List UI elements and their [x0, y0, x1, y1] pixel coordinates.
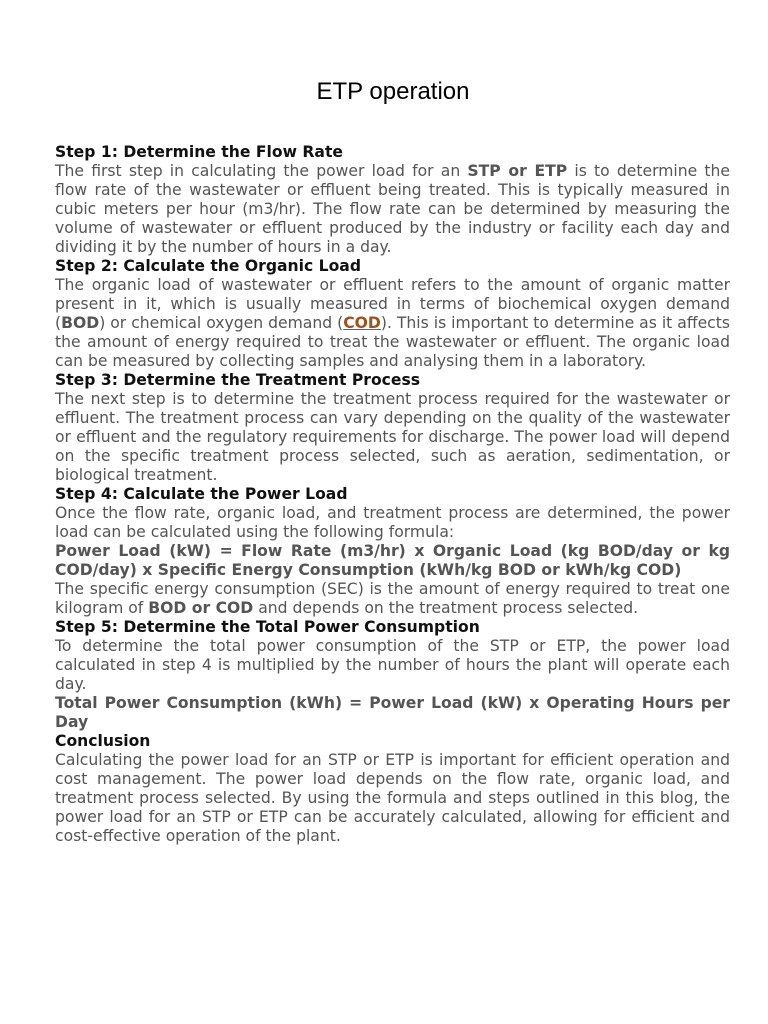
step5-heading: Step 5: Determine the Total Power Consumption — [55, 618, 480, 636]
step3-paragraph: The next step is to determine the treatment process required for the wastewater or effluent. The treatment process can vary depending on the quality of the wastewater or effluent and the regulatory requirements for discharge. The power load will depend on the specific treatment process selected, such as aeration, sedimentation, or biological treatment. — [55, 390, 730, 484]
step4-heading: Step 4: Calculate the Power Load — [55, 485, 348, 503]
step5-paragraph: To determine the total power consumption of the STP or ETP, the power load calculated in step 4 is multiplied by the number of hours the plant will operate each day. — [55, 637, 730, 693]
power-load-formula: Power Load (kW) = Flow Rate (m3/hr) x Organic Load (kg BOD/day or kg COD/day) x Specific Energy Consumption (kWh/kg BOD or kWh/kg COD) — [55, 542, 730, 579]
step3-heading: Step 3: Determine the Treatment Process — [55, 371, 421, 389]
step2-text-a: The organic load of wastewater or effluent refers to the amount of organic matter present in it, which is usually measured in terms of biochemical oxygen demand ( — [55, 276, 730, 332]
sec-paragraph — [55, 580, 730, 618]
total-power-formula: Total Power Consumption (kWh) = Power Load (kW) x Operating Hours per Day — [55, 694, 730, 731]
step1-paragraph — [55, 162, 730, 257]
conclusion-heading: Conclusion — [55, 732, 151, 750]
sec-bold: BOD or COD — [148, 599, 254, 617]
step2-bold-bod: BOD — [61, 314, 100, 332]
sec-text-b: and depends on the treatment process selected. — [253, 599, 639, 617]
step1-text-a: The first step in calculating the power load for an — [55, 162, 468, 180]
step1-bold: STP or ETP — [467, 162, 568, 180]
step1-text-b: is to determine the flow rate of the wastewater or effluent being treated. This is typically measured in cubic meters per hour (m3/hr). The flow rate can be determined by measuring the volume of wastewater or effluent produced by the industry or facility each day and dividing it by the number of hours in a day. — [55, 162, 730, 256]
step2-paragraph — [55, 276, 730, 371]
step2-text-c: ). This is important to determine as it affects the amount of energy required to treat the wastewater or effluent. The organic load can be measured by collecting samples and analysing them in a laboratory. — [55, 314, 730, 370]
cod-link[interactable]: COD — [343, 314, 381, 332]
sec-text-a: The specific energy consumption (SEC) is the amount of energy required to treat one kilogram of — [55, 580, 730, 617]
page-title: ETP operation — [316, 78, 470, 105]
step1-heading: Step 1: Determine the Flow Rate — [55, 143, 343, 161]
step2-text-b: ) or chemical oxygen demand ( — [99, 314, 344, 332]
step2-heading: Step 2: Calculate the Organic Load — [55, 257, 361, 275]
document-body — [55, 143, 730, 846]
step4-paragraph: Once the flow rate, organic load, and treatment process are determined, the power load can be calculated using the following formula: — [55, 504, 730, 541]
conclusion-paragraph: Calculating the power load for an STP or ETP is important for efficient operation and cost management. The power load depends on the flow rate, organic load, and treatment process selected. By using the formula and steps outlined in this blog, the power load for an STP or ETP can be accurately calculated, allowing for efficient and cost-effective operation of the plant. — [55, 751, 730, 845]
